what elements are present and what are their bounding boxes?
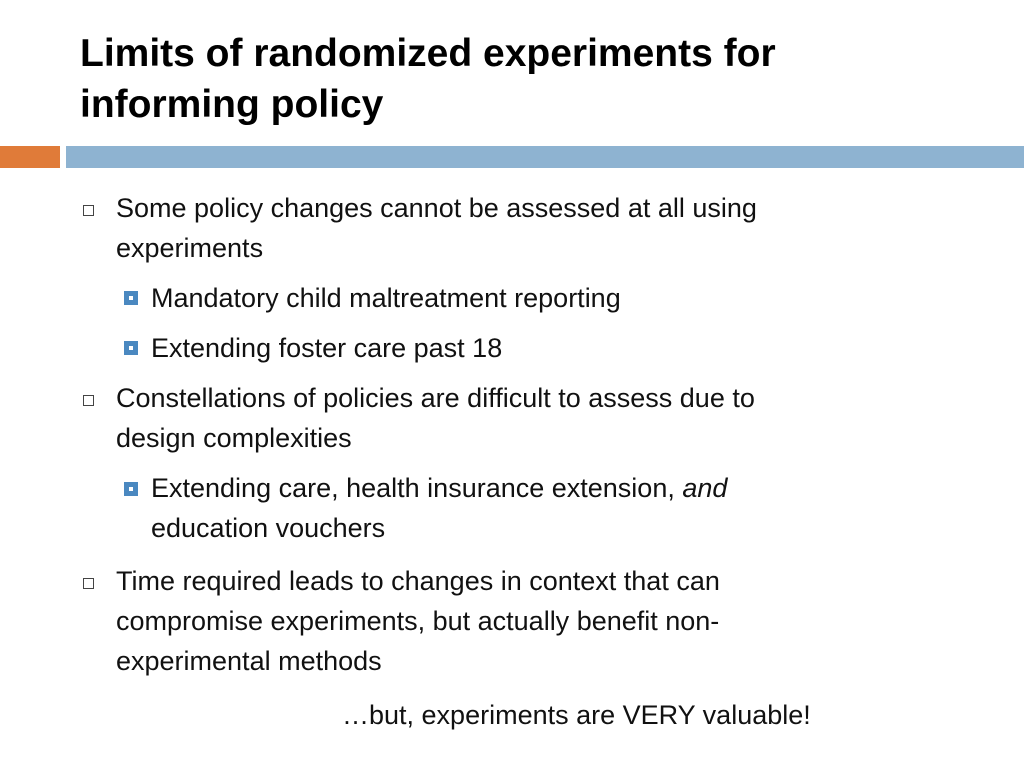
bullet-1-line-2: experiments <box>116 233 264 263</box>
hollow-square-bullet-icon <box>83 205 94 216</box>
sub-bullet-1-1 <box>151 278 621 318</box>
sub-bullet-2-1-line-1 <box>151 468 727 508</box>
bullet-2-line-2: design complexities <box>116 423 352 453</box>
bullet-3-line-1: Time required leads to changes in context that can <box>116 566 720 596</box>
filled-square-bullet-icon <box>124 341 138 355</box>
sub-bullet-2-1-text: Extending care, health insurance extension, <box>151 473 683 503</box>
title-divider-band <box>66 146 1024 168</box>
sub-bullet-1-2 <box>151 328 502 368</box>
sub-bullet-2-1 <box>151 468 727 548</box>
bullet-3-line-2: compromise experiments, but actually benefit non- <box>116 606 720 636</box>
filled-square-bullet-icon <box>124 291 138 305</box>
bullet-3-line-3: experimental methods <box>116 646 382 676</box>
bullet-item-3 <box>116 561 720 681</box>
title-line-1: Limits of randomized experiments for <box>80 32 776 75</box>
slide-title <box>80 28 980 130</box>
bullet-item-2 <box>116 378 755 458</box>
bullet-2-line-1: Constellations of policies are difficult to assess due to <box>116 383 755 413</box>
closing-remark: …but, experiments are VERY valuable! <box>342 700 811 730</box>
title-accent-bar <box>0 146 60 168</box>
hollow-square-bullet-icon <box>83 395 94 406</box>
sub-bullet-1-2-line: Extending foster care past 18 <box>151 333 503 363</box>
filled-square-bullet-icon <box>124 482 138 496</box>
bullet-item-1 <box>116 188 757 268</box>
title-line-2: informing policy <box>80 83 384 126</box>
sub-bullet-1-1-line: Mandatory child maltreatment reporting <box>151 283 621 313</box>
bullet-1-line-1: Some policy changes cannot be assessed at all using <box>116 193 757 223</box>
hollow-square-bullet-icon <box>83 578 94 589</box>
sub-bullet-2-1-emphasis: and <box>682 473 728 503</box>
sub-bullet-2-1-line-2: education vouchers <box>151 513 386 543</box>
